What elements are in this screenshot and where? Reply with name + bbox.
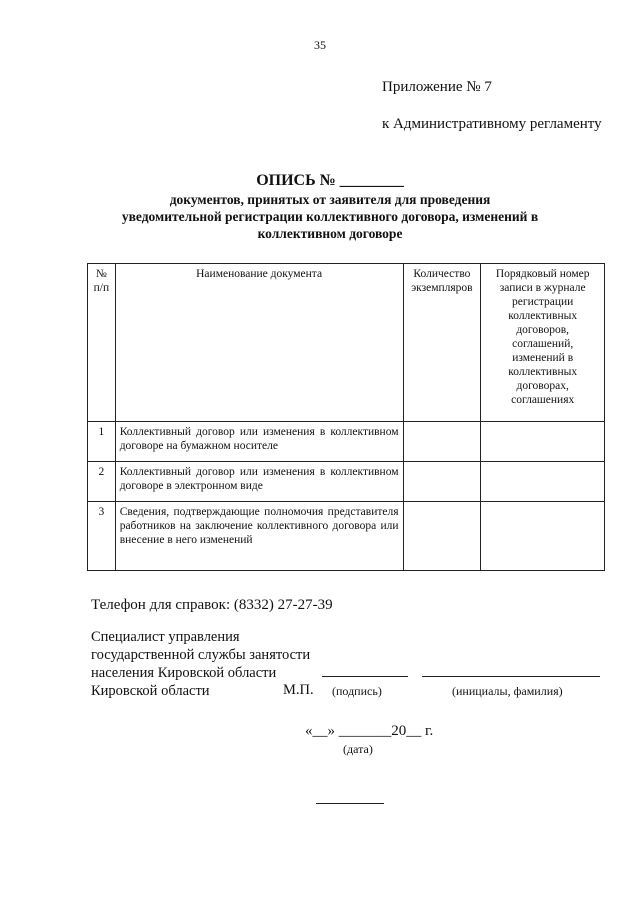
row-number: 2 — [88, 462, 116, 502]
title-line-2: уведомительной регистрации коллективного договора, изменений в — [121, 209, 539, 224]
table-row — [88, 422, 605, 462]
header-quantity: Количество экземпляров — [403, 264, 481, 422]
page-number: 35 — [314, 38, 326, 52]
end-divider — [316, 803, 384, 804]
row-registry-number[interactable] — [481, 422, 605, 462]
title-line-3: коллективном договоре — [257, 226, 403, 241]
title-main: ОПИСЬ № ________ — [256, 172, 404, 189]
name-caption: (инициалы, фамилия) — [452, 684, 563, 698]
appendix-reference: к Административному регламенту — [382, 116, 602, 132]
signature-line[interactable] — [322, 676, 408, 677]
appendix-number: Приложение № 7 — [382, 79, 492, 95]
specialist-title — [91, 628, 310, 700]
row-registry-number[interactable] — [481, 462, 605, 502]
header-number: № п/п — [88, 264, 116, 422]
row-document-name: Сведения, подтверждающие полномочия представителя работников на заключение коллективного договора или внесение в него изменений — [115, 502, 403, 571]
documents-table — [87, 263, 605, 571]
row-document-name: Коллективный договор или изменения в коллективном договоре в электронном виде — [115, 462, 403, 502]
specialist-line-2: государственной службы занятости — [91, 647, 311, 663]
row-quantity[interactable] — [403, 422, 481, 462]
row-quantity[interactable] — [403, 502, 481, 571]
phone-info: Телефон для справок: (8332) 27-27-39 — [91, 597, 333, 613]
title-line-1: документов, принятых от заявителя для проведения — [169, 192, 491, 207]
header-document-name: Наименование документа — [115, 264, 403, 422]
specialist-line-3: населения Кировской области — [91, 665, 277, 681]
signature-caption: (подпись) — [332, 684, 382, 698]
document-title — [60, 171, 600, 242]
date-caption: (дата) — [343, 742, 373, 756]
row-registry-number[interactable] — [481, 502, 605, 571]
header-registry-number: Порядковый номер записи в журнале регистрации коллективных договоров, соглашений, изменений в коллективных договорах, соглашениях — [481, 264, 605, 422]
table-row — [88, 462, 605, 502]
date-line[interactable]: «__» _______20__ г. — [305, 723, 434, 739]
stamp-label: М.П. — [283, 682, 314, 698]
table-row — [88, 502, 605, 571]
row-number: 3 — [88, 502, 116, 571]
specialist-line-4: Кировской области — [91, 683, 210, 699]
name-line[interactable] — [422, 676, 600, 677]
row-quantity[interactable] — [403, 462, 481, 502]
row-document-name: Коллективный договор или изменения в коллективном договоре на бумажном носителе — [115, 422, 403, 462]
table-header-row — [88, 264, 605, 422]
specialist-line-1: Специалист управления — [91, 629, 240, 645]
row-number: 1 — [88, 422, 116, 462]
